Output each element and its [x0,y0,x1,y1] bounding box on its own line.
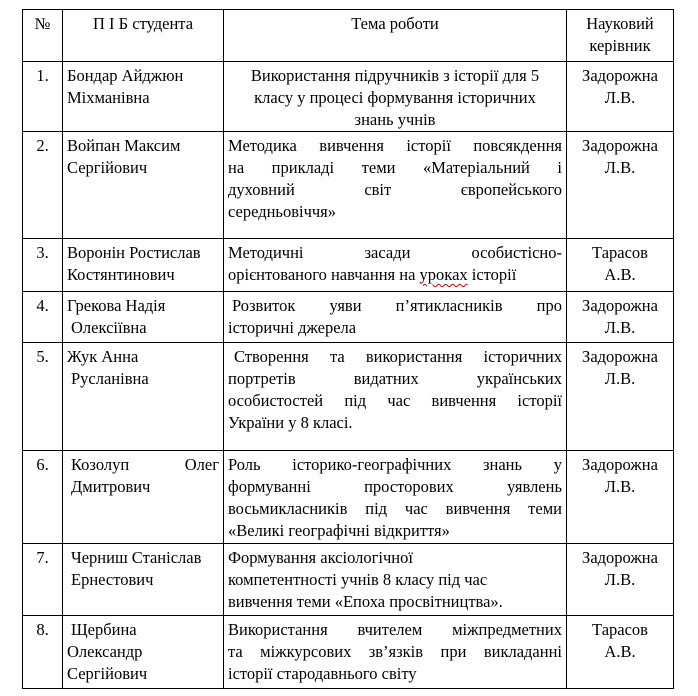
word: духовний [228,180,295,199]
word: на [228,158,245,177]
topic: Використання підручників з історії для 5 класу у процесі формування історичних знань учнів [224,62,567,132]
word: історії [517,391,562,410]
student-name: Щербина Олександр Сергійович [63,616,224,689]
word: Розвиток [232,296,296,315]
supervisor: Задорожна Л.В. [567,292,674,343]
topic: Розвиток уяви п’ятикласників про історичні джерела [224,292,567,343]
word: міжпредметних [452,620,562,639]
row-number: 7. [23,544,63,616]
word: Роль [228,455,261,474]
supervisor: Задорожна Л.В. [567,62,674,132]
word: «Матеріальний [422,158,530,177]
students-table [22,9,674,689]
word: видатних [353,369,419,388]
word: історико-географічних [292,455,452,474]
topic: Формування аксіологічної компетентності учнів 8 класу під час вивчення теми «Епоха просвітництва». [224,544,567,616]
word: використання [365,347,463,366]
table-row [23,343,674,451]
word: вивчення [445,499,511,518]
word: Методичні [228,243,304,262]
word: викладанні [483,642,562,661]
word: українських [476,369,562,388]
word: під [344,391,367,410]
student-name: Бондар Айджюн Міхманівна [63,62,224,132]
word: Створення [234,347,309,366]
word: міжкурсових [260,642,352,661]
table-row [23,616,674,689]
table-row [23,239,674,292]
word: вивчення [319,136,384,155]
word: Методика [228,136,297,155]
word: особистісно- [471,243,562,262]
word: та [329,347,345,366]
word: особистостей [228,391,324,410]
student-name: Козолуп Олег Дмитрович [63,451,224,544]
word: повсякдення [473,136,562,155]
header-supervisor: Науковий керівник [567,10,674,62]
word: у [553,455,562,474]
word: час [404,499,428,518]
row-number: 8. [23,616,63,689]
table-header-row [23,10,674,62]
supervisor: Задорожна Л.В. [567,132,674,239]
word: історії [406,136,451,155]
word: знань [483,455,523,474]
word: теми [361,158,396,177]
word: Козолуп [71,455,130,474]
word: уявлень [507,477,562,496]
word: та [228,642,243,661]
supervisor: Тарасов А.В. [567,616,674,689]
student-name: Воронін Ростислав Костянтинович [63,239,224,292]
table-row [23,544,674,616]
row-number: 2. [23,132,63,239]
word: Використання [228,620,328,639]
word: вчителем [357,620,423,639]
word: просторових [364,477,454,496]
supervisor: Задорожна Л.В. [567,343,674,451]
table-row [23,292,674,343]
word: історичних [483,347,562,366]
table-row [23,62,674,132]
word: про [536,296,562,315]
word: восьмикласників [228,499,348,518]
supervisor: Задорожна Л.В. [567,544,674,616]
word: світ [364,180,392,199]
student-name: Войпан Максим Сергійович [63,132,224,239]
word: під [365,499,388,518]
topic: Методичні засади особистісно- орієнтованого навчання на уроках історії [224,239,567,292]
header-name: П І Б студента [63,10,224,62]
word: при [440,642,467,661]
word: уяви [329,296,362,315]
table-row [23,451,674,544]
word: вивчення [431,391,497,410]
row-number: 3. [23,239,63,292]
word: зв’язків [368,642,424,661]
student-name: Черниш Станіслав Ернестович [63,544,224,616]
word: засади [364,243,411,262]
topic: Методика вивчення історії повсякдення на прикладі теми «Матеріальний і духовний світ європейського середньовіччя» [224,132,567,239]
supervisor: Задорожна Л.В. [567,451,674,544]
word: Олег [184,455,219,474]
topic: Використання вчителем міжпредметних та міжкурсових зв’язків при викладанні історії стародавнього світу [224,616,567,689]
word: і [557,158,562,177]
row-number: 1. [23,62,63,132]
topic: Створення та використання історичних портретів видатних українських особистостей під час вивчення історії України у 8 класі. [224,343,567,451]
spellcheck-underline: уроках [419,265,468,284]
header-num: № [23,10,63,62]
word: час [387,391,411,410]
word: теми [528,499,562,518]
word: портретів [228,369,296,388]
student-name: Грекова Надія Олексіївна [63,292,224,343]
topic: Роль історико-географічних знань у формуванні просторових уявлень восьмикласників під час вивчення теми «Великі географічні відкриття» [224,451,567,544]
row-number: 5. [23,343,63,451]
word: європейського [460,180,562,199]
row-number: 6. [23,451,63,544]
table-row [23,132,674,239]
word: прикладі [271,158,335,177]
header-topic: Тема роботи [224,10,567,62]
student-name: Жук Анна Русланівна [63,343,224,451]
word: формуванні [228,477,311,496]
supervisor: Тарасов А.В. [567,239,674,292]
row-number: 4. [23,292,63,343]
word: п’ятикласників [395,296,503,315]
